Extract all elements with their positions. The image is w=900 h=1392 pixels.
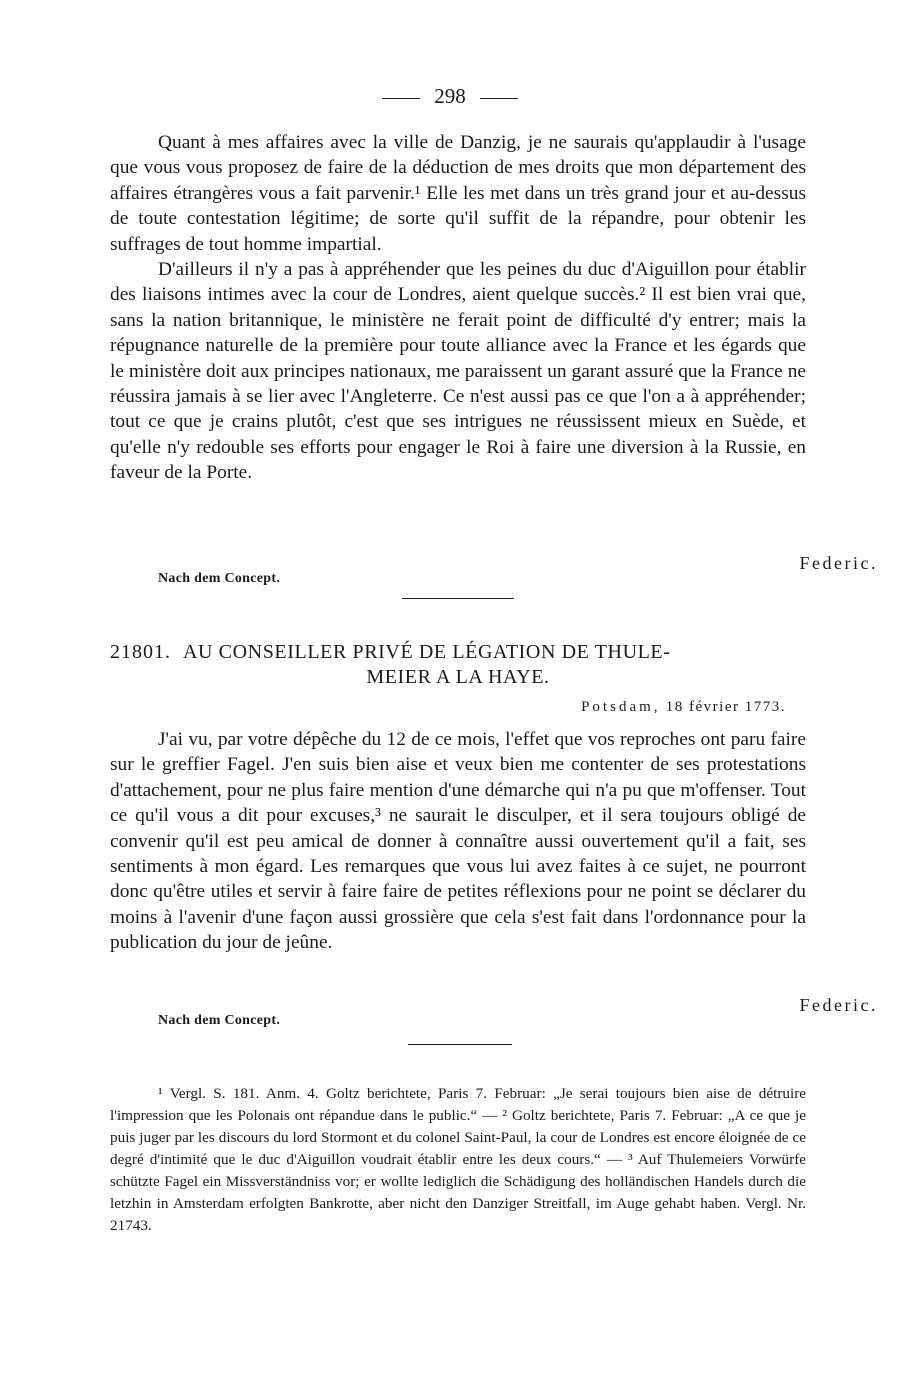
- letter-1-signature: Federic.: [799, 553, 878, 573]
- letter-2-date: 18 février 1773.: [665, 699, 786, 715]
- letter-2-heading-line-2: MEIER A LA HAYE.: [366, 666, 550, 688]
- letter-2-heading-line-1: AU CONSEILLER PRIVÉ DE LÉGATION DE THULE-: [183, 641, 671, 663]
- letter-2-paragraph: J'ai vu, par votre dépêche du 12 de ce mois, l'effet que vos reproches ont paru faire sur le greffier Fagel. J'en suis bien aise et veux bien me contenter de ses protestations d'attachement, pour ne plus faire mention d'une démarche qui n'a pu que m'offenser. Tout ce qu'il vous a dit pour excuses,³ ne saurait le disculper, et il sera toujours obligé de convenir qu'il est peu amical de donner à connaître aussi ouvertement qu'il a fait, ses sentiments à mon égard. Les remarques que vous lui avez faites à ce sujet, ne pourront donc qu'être utiles et servir à faire faire de petites réflexions pour ne point se déclarer du moins à l'avenir d'une façon aussi grossière que cela s'est fait dans l'ordonnance pour la publication du jour de jeûne.: [110, 729, 806, 954]
- page-number: 298: [434, 84, 466, 108]
- letter-1-paragraph-1: Quant à mes affaires avec la ville de Danzig, je ne saurais qu'applaudir à l'usage que vous vous proposez de faire de la déduction de mes droits que mon département des affaires étrangères vous a fait parvenir.¹ Elle les met dans un très grand jour et au-dessus de toute contestation légitime; de sorte qu'il suffit de la répandre, pour obtenir les suffrages de tout homme impartial.: [110, 132, 806, 255]
- letter-1-source-note: Nach dem Concept.: [158, 571, 281, 586]
- letter-1-body: [110, 130, 806, 486]
- page-number-dash-left: [382, 98, 420, 99]
- footnote-text: ¹ Vergl. S. 181. Anm. 4. Goltz berichtete, Paris 7. Februar: „Je serai toujours bien aise de détruire l'impression que les Polonais ont répandue dans le public.“ — ² Goltz berichtete, Paris 7. Februar: „A ce que je puis juger par les discours du lord Stormont et du colonel Saint-Paul, la cour de Londres est encore éloignée de ce degré d'intimité que le duc d'Aiguillon voudrait établir entre les deux cours.“ — ³ Auf Thulemeiers Vorwürfe schützte Fagel ein Missverständniss vor; er wollte lediglich die Schädigung des holländischen Handels durch die letzhin in Amsterdam erfolgten Bankrotte, aber nicht den Danziger Streitfall, im Auge gehabt haben. Vergl. Nr. 21743.: [110, 1085, 806, 1234]
- letter-2-heading: [110, 640, 806, 690]
- section-divider: [402, 598, 514, 599]
- page-number-dash-right: [480, 98, 518, 99]
- letter-1-paragraph-2: D'ailleurs il n'y a pas à appréhender que les peines du duc d'Aiguillon pour établir des liaisons intimes avec la cour de Londres, aient quelque succès.² Il est bien vrai que, sans la nation britannique, le ministère ne ferait point de difficulté d'y entrer; mais la répugnance naturelle de la première pour toute alliance avec la France et les égards que le ministère doit aux principes nationaux, me paraissent un garant assuré que la France ne réussira jamais à se lier avec l'Angleterre. Ce n'est aussi pas ce que l'on a à appréhender; tout ce que je crains plutôt, c'est que ses intrigues ne réussissent mieux en Suède, et qu'elle n'y redouble ses efforts pour engager le Roi à faire une diversion à la Russie, en faveur de la Porte.: [110, 259, 806, 484]
- letter-2-place: Potsdam,: [581, 699, 661, 715]
- letter-2-body: [110, 727, 806, 956]
- letter-2-dateline: [581, 699, 786, 716]
- letter-2-source-note: Nach dem Concept.: [158, 1013, 281, 1028]
- footnote-divider: [408, 1044, 512, 1045]
- footnotes: [110, 1083, 806, 1237]
- letter-2-signature: Federic.: [799, 995, 878, 1015]
- letter-number: 21801.: [110, 641, 171, 663]
- page-number-line: [0, 84, 900, 109]
